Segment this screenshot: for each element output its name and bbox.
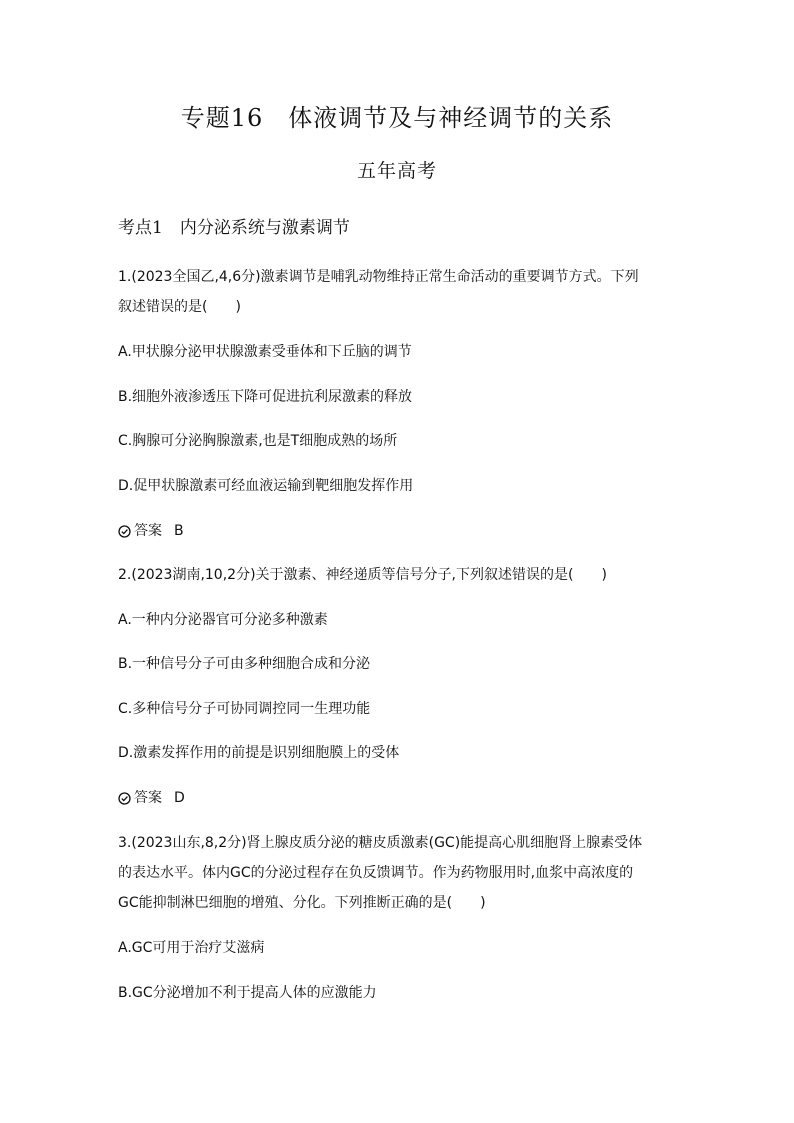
question-2-option-d: D.激素发挥作用的前提是识别细胞膜上的受体 — [118, 745, 400, 761]
question-2-option-c: C.多种信号分子可协同调控同一生理功能 — [118, 701, 371, 717]
answer-value: B — [174, 523, 184, 539]
check-circle-icon — [118, 525, 131, 538]
question-3-option-a: A.GC可用于治疗艾滋病 — [118, 940, 265, 956]
question-2-option-a: A.一种内分泌器官可分泌多种激素 — [118, 612, 328, 628]
question-1-stem-line-2: 叙述错误的是( ) — [118, 299, 241, 315]
section-heading: 考点1 内分泌系统与激素调节 — [118, 218, 350, 238]
answer-label: 答案 — [134, 523, 162, 539]
page-title: 专题16 体液调节及与神经调节的关系 — [180, 104, 614, 132]
question-1-option-b: B.细胞外液渗透压下降可促进抗利尿激素的释放 — [118, 389, 413, 405]
question-1-option-c: C.胸腺可分泌胸腺激素,也是T细胞成熟的场所 — [118, 433, 398, 449]
question-1-stem-line-1: 1.(2023全国乙,4,6分)激素调节是哺乳动物维持正常生命活动的重要调节方式。下列 — [118, 269, 639, 285]
question-3-stem-line-1: 3.(2023山东,8,2分)肾上腺皮质分泌的糖皮质激素(GC)能提高心肌细胞肾上腺素受体 — [118, 835, 643, 851]
question-2-stem-line-1: 2.(2023湖南,10,2分)关于激素、神经递质等信号分子,下列叙述错误的是( ) — [118, 567, 607, 583]
question-1-option-d: D.促甲状腺激素可经血液运输到靶细胞发挥作用 — [118, 478, 414, 494]
page-subtitle: 五年高考 — [356, 160, 437, 182]
answer-value: D — [174, 790, 185, 806]
question-1-answer — [118, 520, 184, 542]
question-1-option-a: A.甲状腺分泌甲状腺激素受垂体和下丘脑的调节 — [118, 344, 412, 360]
question-3-stem-line-3: GC能抑制淋巴细胞的增殖、分化。下列推断正确的是( ) — [118, 895, 486, 911]
check-circle-icon — [118, 792, 131, 805]
question-3-stem-line-2: 的表达水平。体内GC的分泌过程存在负反馈调节。作为药物服用时,血浆中高浓度的 — [118, 865, 634, 881]
question-2-option-b: B.一种信号分子可由多种细胞合成和分泌 — [118, 656, 371, 672]
question-3-option-b: B.GC分泌增加不利于提高人体的应激能力 — [118, 985, 377, 1001]
answer-label: 答案 — [134, 790, 162, 806]
question-2-answer — [118, 787, 185, 809]
